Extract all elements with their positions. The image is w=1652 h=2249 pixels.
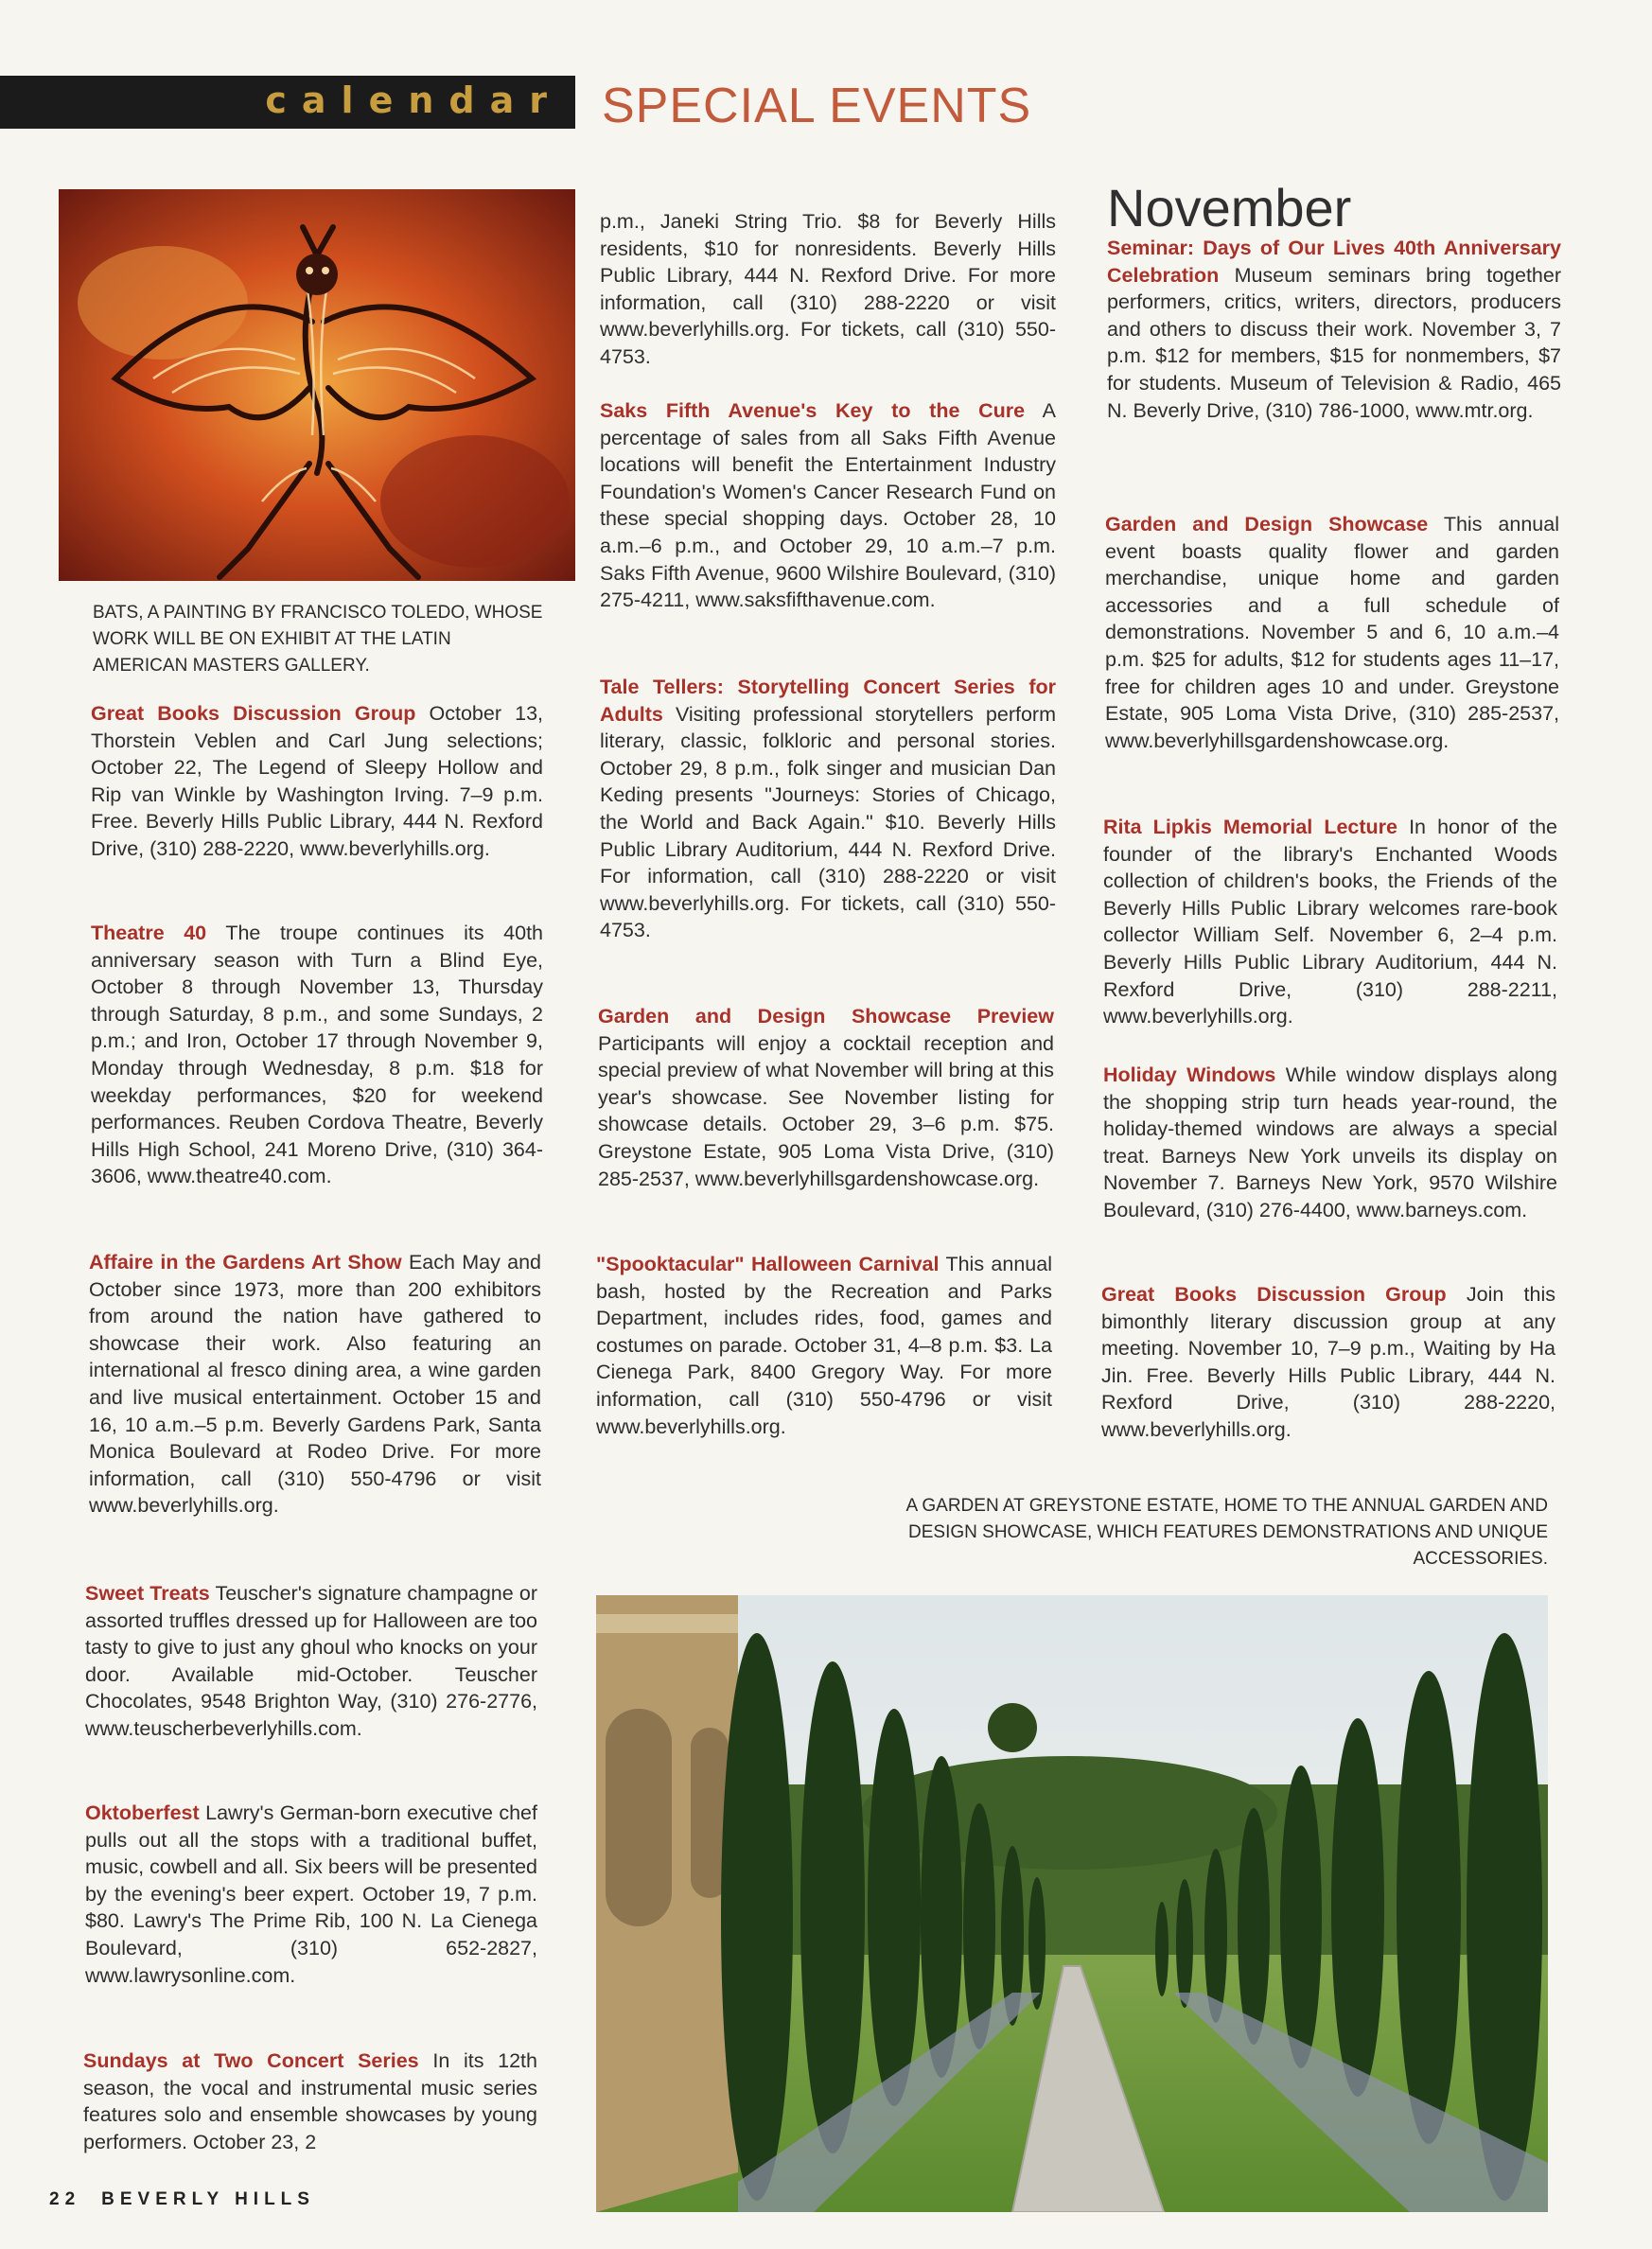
- event-body: This annual bash, hosted by the Recreation and Parks Department, includes rides, food, games and costumes on parade. October 31, 4–8 p.m. $3. La Cienega Park, 8400 Gregory Way. For more information, call (310) 550-4796 or visit www.beverlyhills.org.: [596, 1253, 1052, 1438]
- header-bar: [0, 76, 575, 129]
- event-body: Museum seminars bring together performers, critics, writers, directors, producers and others to discuss their work. November 3, 7 p.m. $12 for members, $15 for nonmembers, $7 for students. Museum of Television & Radio, 465 N. Beverly Drive, (310) 786-1000, www.mtr.org.: [1107, 263, 1561, 422]
- event-title: Saks Fifth Avenue's Key to the Cure: [600, 399, 1026, 422]
- event-spooktacular: [596, 1251, 1052, 1440]
- page-title: SPECIAL EVENTS: [602, 79, 1032, 133]
- event-body: Join this bimonthly literary discussion group at any meeting. November 10, 7–9 p.m., Waiting by Ha Jin. Free. Beverly Hills Public Library, 444 N. Rexford Drive, (310) 288-2220, www.beverlyhills.org.: [1101, 1283, 1556, 1441]
- month-heading: November: [1107, 178, 1352, 237]
- event-title: Great Books Discussion Group: [1101, 1283, 1447, 1306]
- event-body: Each May and October since 1973, more than 200 exhibitors from around the nation have gathered to showcase their work. Also featuring an international al fresco dining area, a wine garden and live musical entertainment. October 15 and 16, 10 a.m.–5 p.m. Beverly Gardens Park, Santa Monica Boulevard at Rodeo Drive. For more information, call (310) 550-4796 or visit www.beverlyhills.org.: [89, 1251, 541, 1518]
- event-sundays-continued: [600, 208, 1056, 371]
- event-title: Affaire in the Gardens Art Show: [89, 1251, 402, 1274]
- event-saks-key-to-cure: [600, 397, 1056, 614]
- event-days-of-our-lives: [1107, 235, 1561, 424]
- page-footer: [49, 2189, 315, 2210]
- page-number: 22: [49, 2189, 81, 2209]
- event-rita-lipkis: [1103, 814, 1557, 1030]
- event-title: Garden and Design Showcase: [1105, 513, 1429, 536]
- event-title: Garden and Design Showcase Preview: [598, 1005, 1054, 1028]
- event-body: In its 12th season, the vocal and instrumental music series features solo and ensemble showcases by young performers. October 23, 2: [83, 2049, 537, 2153]
- event-title: Tale Tellers: Storytelling Concert Series for Adults: [600, 676, 1056, 726]
- event-tale-tellers: [600, 674, 1056, 944]
- event-body: While window displays along the shopping strip turn heads year-round, the holiday-themed windows are always a special treat. Barneys New York unveils its display on November 7. Barneys New York, 9570 Wilshire Boulevard, (310) 276-4400, www.barneys.com.: [1103, 1063, 1557, 1221]
- event-body: This annual event boasts quality flower and garden merchandise, unique home and garden accessories and a full schedule of demonstrations. November 5 and 6, 10 a.m.–4 p.m. $25 for adults, $12 for students ages 11–17, free for children ages 10 and under. Greystone Estate, 905 Loma Vista Drive, (310) 285-2537, www.beverlyhillsgardenshowcase.org.: [1105, 513, 1559, 752]
- event-great-books-november: [1101, 1281, 1555, 1444]
- event-body: October 13, Thorstein Veblen and Carl Jung selections; October 22, The Legend of Sleepy Hollow and Rip van Winkle by Washington Irving. 7–9 p.m. Free. Beverly Hills Public Library, 444 N. Rexford Drive, (310) 288-2220, www.beverlyhills.org.: [91, 702, 544, 860]
- garden-caption: A GARDEN AT GREYSTONE ESTATE, HOME TO THE ANNUAL GARDEN AND DESIGN SHOWCASE, WHICH FEATURES DEMONSTRATIONS AND UNIQUE ACCESSORIES.: [905, 1496, 1548, 1569]
- event-body: A percentage of sales from all Saks Fifth Avenue locations will benefit the Entertainment Industry Foundation's Women's Cancer Research Fund on these special shopping days. October 28, 10 a.m.–6 p.m., and October 29, 10 a.m.–7 p.m. Saks Fifth Avenue, 9600 Wilshire Boulevard, (310) 275-4211, www.saksfifthavenue.com.: [600, 399, 1056, 612]
- event-sundays-at-two: [83, 2047, 537, 2155]
- event-great-books-october: [91, 700, 543, 863]
- event-body: p.m., Janeki String Trio. $8 for Beverly Hills residents, $10 for nonresidents. Beverly Hills Public Library, 444 N. Rexford Drive. For more information, call (310) 288-2220 or visit www.beverlyhills.org. For tickets, call (310) 550-4753.: [600, 210, 1056, 368]
- event-holiday-windows: [1103, 1062, 1557, 1224]
- painting-image: [59, 189, 575, 581]
- event-title: "Spooktacular" Halloween Carnival: [596, 1253, 940, 1275]
- event-body: The troupe continues its 40th anniversary season with Turn a Blind Eye, October 8 through November 13, Thursday through Saturday, 8 p.m., and some Sundays, 2 p.m.; and Iron, October 17 through November 9, Monday through Wednesday, 8 p.m. $18 for weekday performances, $20 for weekend performances. Reuben Cordova Theatre, Beverly Hills High School, 241 Moreno Drive, (310) 364-3606, www.theatre40.com.: [91, 922, 543, 1188]
- event-affaire-gardens: [89, 1249, 541, 1520]
- section-label: calendar: [265, 79, 562, 121]
- event-garden-showcase-preview: [598, 1003, 1054, 1192]
- event-title: Oktoberfest: [85, 1801, 200, 1824]
- event-theatre-40: [91, 920, 543, 1190]
- event-title: Seminar: Days of Our Lives 40th Anniversary Celebration: [1107, 237, 1561, 287]
- event-body: Visiting professional storytellers perform literary, classic, folkloric and personal stories. October 29, 8 p.m., folk singer and musician Dan Keding presents "Journeys: Stories of Chicago, the World and Back Again." $10. Beverly Hills Public Library Auditorium, 444 N. Rexford Drive. For information, call (310) 288-2220 or visit www.beverlyhills.org. For tickets, call (310) 550-4753.: [600, 702, 1056, 942]
- event-title: Sweet Treats: [85, 1582, 210, 1605]
- event-title: Theatre 40: [91, 922, 207, 944]
- event-body: Teuscher's signature champagne or assorted truffles dressed up for Halloween are too tasty to give to just any ghoul who knocks on your door. Available mid-October. Teuscher Chocolates, 9548 Brighton Way, (310) 276-2776, www.teuscherbeverlyhills.com.: [85, 1582, 538, 1740]
- event-title: Great Books Discussion Group: [91, 702, 416, 725]
- event-title: Rita Lipkis Memorial Lecture: [1103, 816, 1397, 838]
- event-oktoberfest: [85, 1800, 537, 1989]
- event-body: In honor of the founder of the library's Enchanted Woods collection of children's books, the Friends of the Beverly Hills Public Library welcomes rare-book collector William Self. November 6, 2–4 p.m. Beverly Hills Public Library Auditorium, 444 N. Rexford Drive, (310) 288-2211, www.beverlyhills.org.: [1103, 816, 1558, 1028]
- event-title: Holiday Windows: [1103, 1063, 1276, 1086]
- magazine-name: BEVERLY HILLS: [101, 2189, 315, 2209]
- garden-photo: [596, 1595, 1548, 2212]
- event-body: Lawry's German-born executive chef pulls out all the stops with a traditional buffet, music, cowbell and all. Six beers will be presented by the evening's beer expert. October 19, 7 p.m. $80. Lawry's The Prime Rib, 100 N. La Cienega Boulevard, (310) 652-2827, www.lawrysonline.com.: [85, 1801, 538, 1987]
- event-title: Sundays at Two Concert Series: [83, 2049, 419, 2072]
- event-body: Participants will enjoy a cocktail reception and special preview of what November will bring at this year's showcase. See November listing for showcase details. October 29, 3–6 p.m. $75. Greystone Estate, 905 Loma Vista Drive, (310) 285-2537, www.beverlyhillsgardenshowcase.org.: [598, 1031, 1054, 1190]
- event-sweet-treats: [85, 1580, 537, 1743]
- event-garden-showcase: [1105, 511, 1559, 754]
- painting-caption: BATS, A PAINTING BY FRANCISCO TOLEDO, WHOSE WORK WILL BE ON EXHIBIT AT THE LATIN AMERICAN MASTERS GALLERY.: [93, 603, 543, 676]
